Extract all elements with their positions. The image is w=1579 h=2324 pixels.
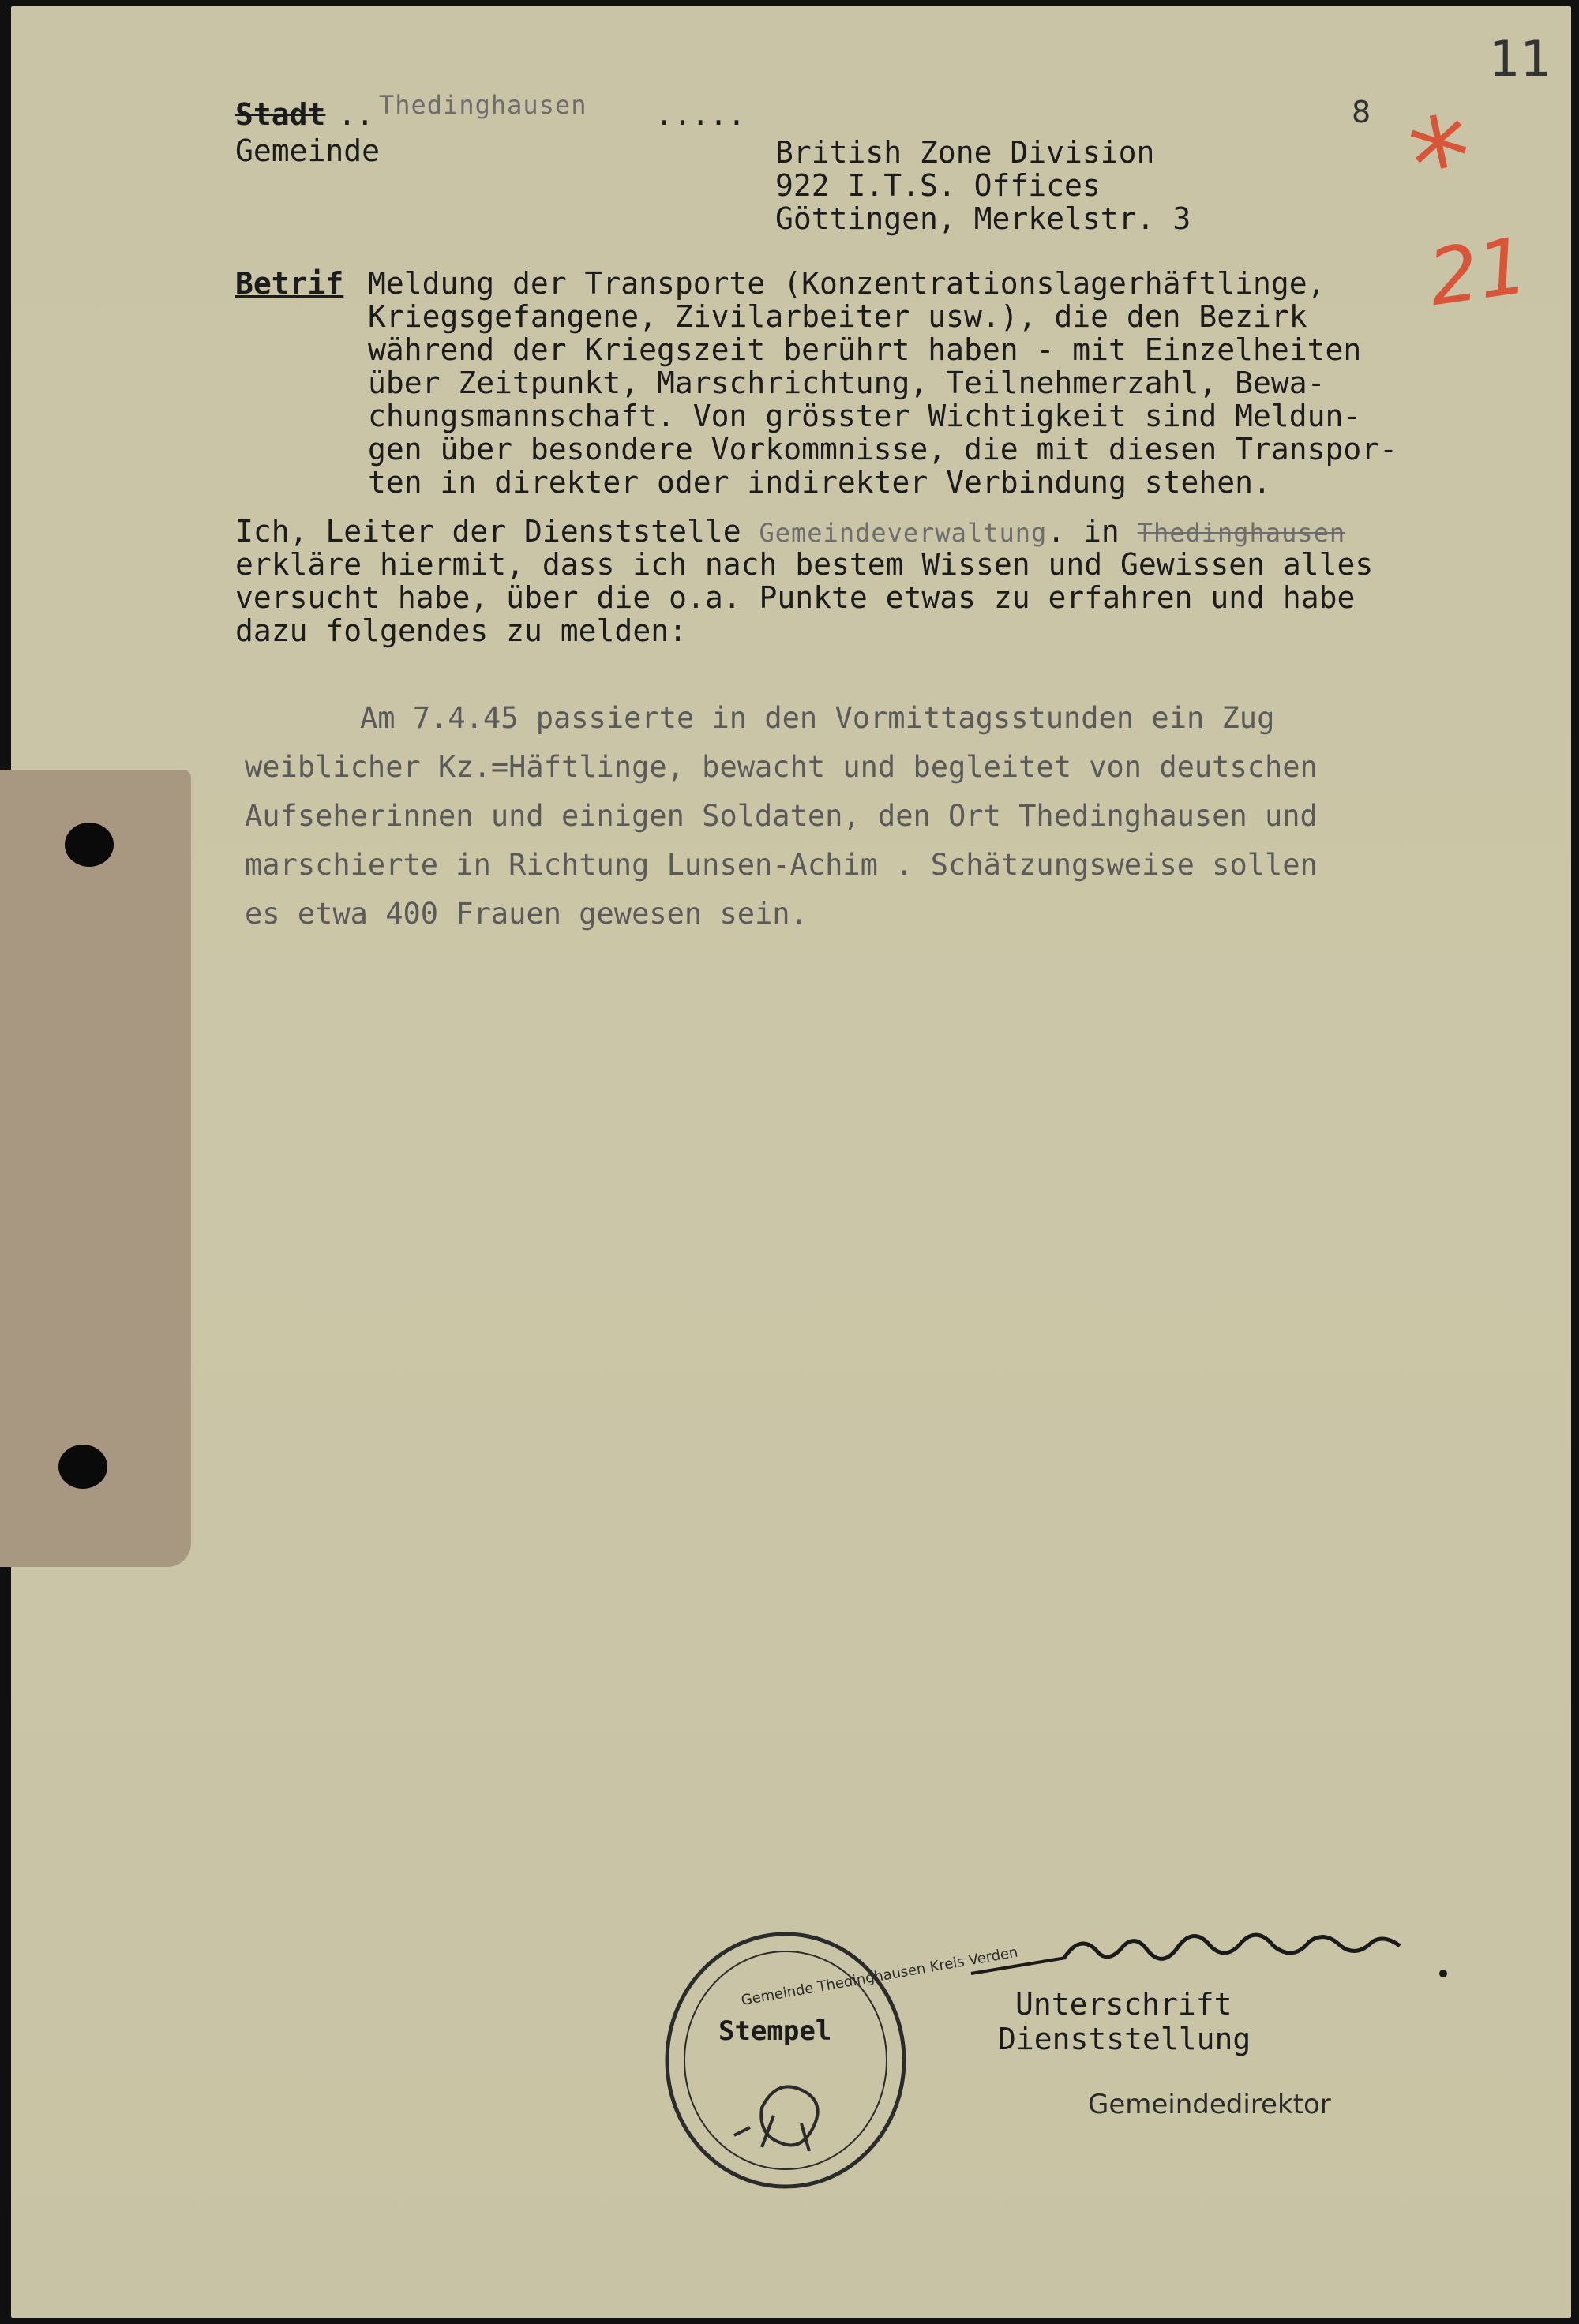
page-number: 11 — [1489, 30, 1551, 88]
report-line: weiblicher Kz.=Häftlinge, bewacht und begleitet von deutschen — [245, 750, 1318, 784]
signature-text — [1080, 1939, 1288, 1981]
betrifft-line: ten in direkter oder indirekter Verbindung stehen. — [368, 465, 1271, 500]
declaration-line: versucht habe, über die o.a. Punkte etwas zu erfahren und habe — [235, 580, 1356, 615]
stamp-circle-icon — [655, 1926, 1019, 2195]
red-number-mark: 21 — [1423, 220, 1534, 324]
red-asterisk-mark: * — [1399, 88, 1487, 235]
address-line-1: British Zone Division — [775, 135, 1155, 170]
declaration-line: erkläre hiermit, dass ich nach bestem Wissen und Gewissen alles — [235, 547, 1374, 582]
gemeinde-label: Gemeinde — [235, 133, 381, 168]
signature-label: Unterschrift — [1015, 1987, 1232, 2022]
position-label: Dienststellung — [998, 2022, 1251, 2056]
report-line: Am 7.4.45 passierte in den Vormittagsstunden ein Zug — [360, 701, 1275, 735]
address-line-3: Göttingen, Merkelstr. 3 — [775, 201, 1191, 236]
punch-hole-top — [65, 823, 114, 867]
declaration-in: . in — [1047, 514, 1120, 549]
betrifft-line: während der Kriegszeit berührt haben - mit Einzelheiten — [368, 332, 1362, 367]
declaration-line-1 — [235, 515, 1345, 549]
stadt-label: Stadt — [235, 97, 326, 132]
betrifft-line: Kriegsgefangene, Zivilarbeiter usw.), die den Bezirk — [368, 299, 1307, 334]
signer-title: Gemeindedirektor — [1088, 2089, 1331, 2120]
stempel-label: Stempel — [718, 2015, 832, 2047]
declaration-prefix: Ich, Leiter der Dienststelle — [235, 514, 741, 549]
punch-hole-bottom — [58, 1445, 107, 1489]
place-dots-after: ..... — [655, 97, 746, 132]
address-line-2: 922 I.T.S. Offices — [775, 168, 1101, 203]
official-stamp — [655, 1926, 1019, 2195]
report-line: Aufseherinnen und einigen Soldaten, den Ort Thedinghausen und — [245, 799, 1318, 833]
stamp-ring-text: Gemeinde Thedinghausen Kreis Verden — [740, 1944, 1019, 2009]
ort-field: Thedinghausen — [1137, 518, 1346, 548]
dienststelle-field: Gemeindeverwaltung — [759, 518, 1048, 548]
betrifft-label: Betrif — [235, 266, 344, 301]
declaration-line: dazu folgendes zu melden: — [235, 613, 687, 648]
betrifft-line: Meldung der Transporte (Konzentrationslagerhäftlinge, — [368, 266, 1326, 301]
report-line: es etwa 400 Frauen gewesen sein. — [245, 897, 808, 931]
place-dots-before: .. — [338, 97, 374, 132]
betrifft-line: gen über besondere Vorkommnisse, die mit diesen Transpor- — [368, 432, 1398, 467]
betrifft-line: chungsmannschaft. Von grösster Wichtigkeit sind Meldun- — [368, 399, 1362, 433]
place-field: Thedinghausen — [379, 90, 587, 120]
betrifft-line: über Zeitpunkt, Marschrichtung, Teilnehmerzahl, Bewa- — [368, 365, 1326, 400]
report-line: marschierte in Richtung Lunsen-Achim . Schätzungsweise sollen — [245, 848, 1318, 882]
signature-scrawl — [970, 1918, 1459, 1989]
pencil-mark: 8 — [1352, 95, 1371, 129]
